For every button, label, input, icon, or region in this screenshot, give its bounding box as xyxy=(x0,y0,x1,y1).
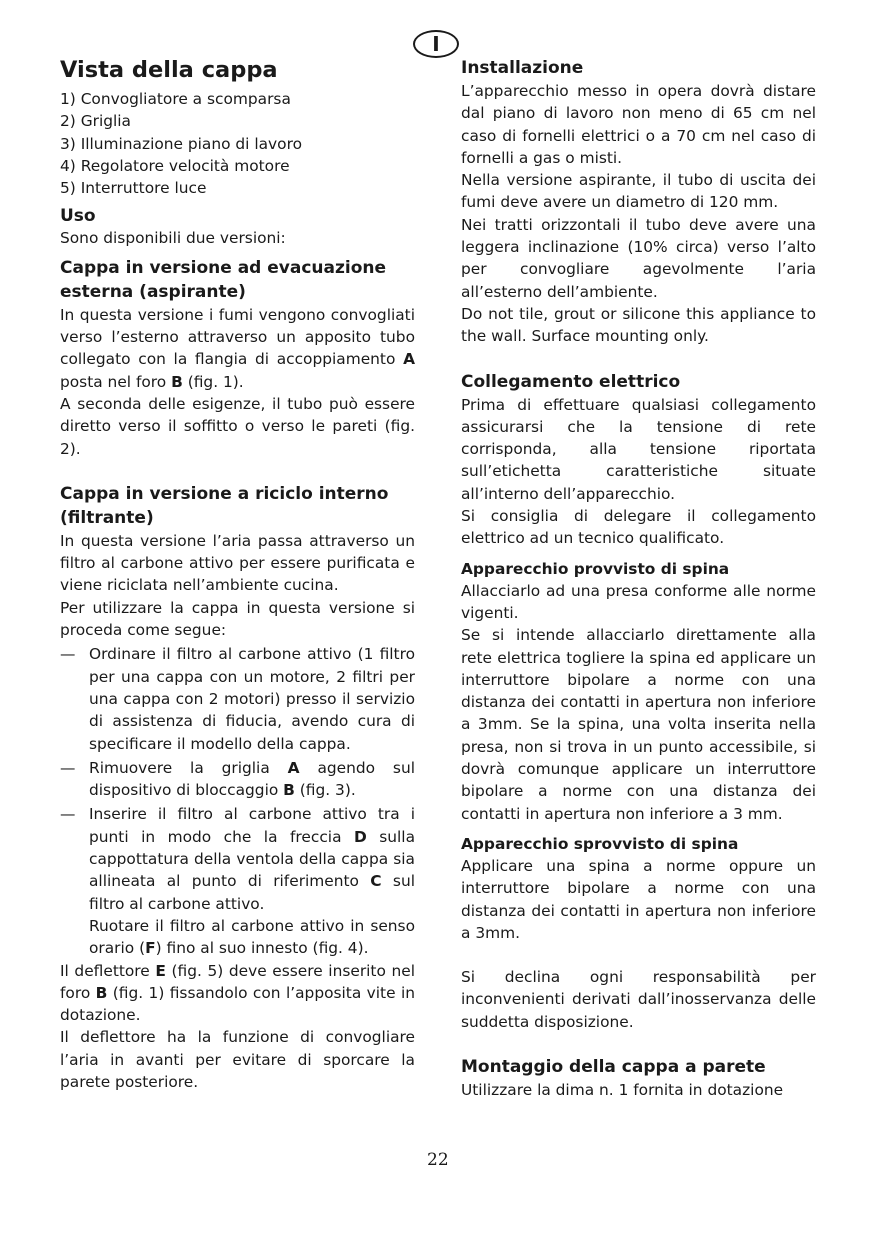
spina-paragraph-2: Se si intende allacciarlo direttamente alla rete elettrica togliere la spina ed applicare un interruttore bipolare a norme con una distanza dei contatti in apertura non inferiore a 3mm. Se la spina, una volta inserita nella presa, non si trova in un punto accessibile, si dovrà comunque applicare un interruttore bipolare a norme con una distanza dei contatti in apertura non inferiore a 3 mm. xyxy=(461,626,816,823)
step-2: — Rimuovere la griglia A agendo sul dispositivo di bloccaggio B (fig. 3). xyxy=(60,758,415,800)
list-item: 1) Convogliatore a scomparsa xyxy=(60,90,291,108)
step-3: — Inserire il filtro al carbone attivo tra i punti in modo che la freccia D sulla cappottatura della ventola della cappa sia allineata al punto di riferimento C sul filtro al carbone attivo. Ruotare il filtro al carbone attivo in senso orario (F) fino al suo innesto (fig. 4). xyxy=(60,805,415,958)
inst-paragraph-2: Nella versione aspirante, il tubo di uscita dei fumi deve avere un diametro di 120 mm. xyxy=(461,171,816,212)
deflettore-paragraph-1: Il deflettore E (fig. 5) deve essere inserito nel foro B (fig. 1) fissandolo con l’apposita vite in dotazione. xyxy=(60,961,415,1025)
nospina-paragraph-1: Applicare una spina a norme oppure un interruttore bipolare a norme con una distanza dei contatti in apertura non inferiore a 3mm. xyxy=(461,856,816,942)
left-column xyxy=(60,56,415,1093)
evac-paragraph-2: A seconda delle esigenze, il tubo può essere diretto verso il soffitto o verso le pareti (fig. 2). xyxy=(60,394,415,458)
mont-paragraph-1: Utilizzare la dima n. 1 fornita in dotazione xyxy=(461,1080,784,1099)
ricirc-paragraph-1: In questa versione l’aria passa attraverso un filtro al carbone attivo per essere purificata e viene riciclata nell’ambiente cucina. xyxy=(60,531,415,595)
page-number: 22 xyxy=(427,1150,449,1170)
section-title-vista: Vista della cappa xyxy=(60,57,278,83)
dash-bullet: — xyxy=(60,758,76,777)
parts-list xyxy=(60,88,415,199)
spina-paragraph-1: Allacciarlo ad una presa conforme alle norme vigenti. xyxy=(461,581,816,622)
list-item: 4) Regolatore velocità motore xyxy=(60,156,290,175)
uso-text: Sono disponibili due versioni: xyxy=(60,229,286,248)
heading-provvisto-spina: Apparecchio provvisto di spina xyxy=(461,559,730,578)
dash-bullet: — xyxy=(60,805,76,824)
list-item: 2) Griglia xyxy=(60,112,131,131)
heading-installazione: Installazione xyxy=(461,58,584,78)
ricirc-paragraph-2: Per utilizzare la cappa in questa versione si proceda come segue: xyxy=(60,598,415,640)
inst-paragraph-4: Do not tile, grout or silicone this appliance to the wall. Surface mounting only. xyxy=(461,304,816,346)
right-column xyxy=(461,56,816,1101)
heading-evacuazione: Cappa in versione ad evacuazione esterna (aspirante) xyxy=(60,257,387,302)
step-1: — Ordinare il filtro al carbone attivo (1 filtro per una cappa con un motore, 2 filtri per una cappa con 2 motori) presso il servizio di assistenza di fiducia, avendo cura di specificare il modello della cappa. xyxy=(60,645,415,753)
heading-sprovvisto-spina: Apparecchio sprovvisto di spina xyxy=(461,834,739,853)
elec-paragraph-1: Prima di effettuare qualsiasi collegamento assicurarsi che la tensione di rete corrisponda, alla tensione riportata sull’etichetta caratteristiche situate all’interno dell’apparecchio. xyxy=(461,395,816,503)
dash-bullet: — xyxy=(60,645,76,664)
disclaimer-paragraph: Si declina ogni responsabilità per inconvenienti derivati dall’inosservanza delle suddetta disposizione. xyxy=(461,968,816,1031)
inst-paragraph-1: L’apparecchio messo in opera dovrà distare dal piano di lavoro non meno di 65 cm nel caso di fornelli elettrici o a 70 cm nel caso di fornelli a gas o misti. xyxy=(461,82,816,167)
inst-paragraph-3: Nei tratti orizzontali il tubo deve avere una leggera inclinazione (10% circa) verso l’alto per convogliare agevolmente l’aria all’esterno dell’ambiente. xyxy=(461,215,816,301)
list-item: 5) Interruttore luce xyxy=(60,179,207,198)
heading-riciclo: Cappa in versione a riciclo interno (filtrante) xyxy=(60,483,389,528)
heading-montaggio: Montaggio della cappa a parete xyxy=(461,1056,766,1077)
elec-paragraph-2: Si consiglia di delegare il collegamento elettrico ad un tecnico qualificato. xyxy=(461,507,816,548)
language-badge: I xyxy=(413,30,459,58)
heading-uso: Uso xyxy=(60,206,96,227)
list-item: 3) Illuminazione piano di lavoro xyxy=(60,134,302,153)
deflettore-paragraph-2: Il deflettore ha la funzione di convogliare l’aria in avanti per evitare di sporcare la parete posteriore. xyxy=(60,1028,415,1091)
evac-paragraph-1: In questa versione i fumi vengono convogliati verso l’esterno attraverso un apposito tubo collegato con la flangia di accoppiamento A posta nel foro B (fig. 1). xyxy=(60,305,415,391)
heading-collegamento: Collegamento elettrico xyxy=(461,371,681,392)
